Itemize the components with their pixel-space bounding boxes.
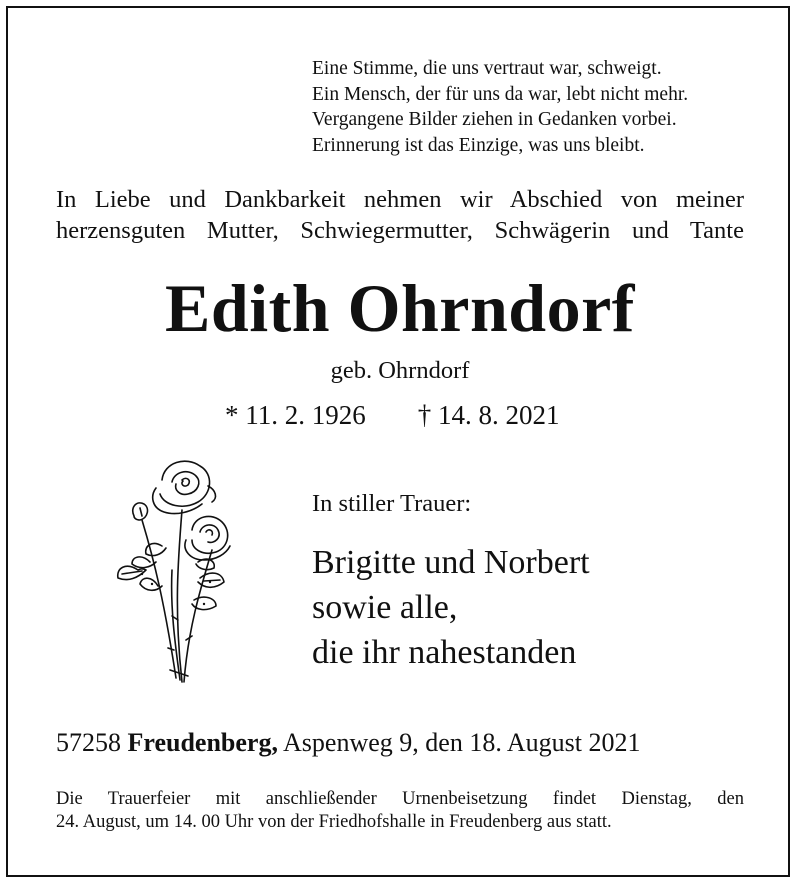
deceased-name: Edith Ohrndorf bbox=[165, 270, 635, 346]
poem-line: Ein Mensch, der für uns da war, lebt nicht mehr. bbox=[312, 83, 689, 105]
mourning-label: In stiller Trauer: bbox=[312, 490, 472, 517]
address-line bbox=[56, 728, 641, 758]
intro-line-2: herzensguten Mutter, Schwiegermutter, Schwägerin und Tante bbox=[56, 217, 744, 244]
ceremony-line-1: Die Trauerfeier mit anschließender Urnenbeisetzung findet Dienstag, den bbox=[56, 789, 744, 809]
poem bbox=[312, 56, 688, 158]
poem-line: Vergangene Bilder ziehen in Gedanken vorbei. bbox=[312, 109, 677, 130]
life-dates bbox=[225, 400, 560, 431]
city: Freudenberg, bbox=[127, 728, 278, 757]
intro-line-1: In Liebe und Dankbarkeit nehmen wir Abschied von meiner bbox=[56, 186, 744, 213]
rose-bouquet-icon bbox=[112, 450, 242, 690]
intro-text bbox=[56, 184, 744, 246]
mourner-line: die ihr nahestanden bbox=[312, 634, 577, 671]
ceremony-notice bbox=[56, 788, 744, 834]
mourner-line: sowie alle, bbox=[312, 589, 458, 626]
mourners-list bbox=[312, 540, 590, 675]
birth-date: * 11. 2. 1926 bbox=[225, 400, 366, 430]
birth-name: geb. Ohrndorf bbox=[330, 357, 470, 384]
poem-line: Eine Stimme, die uns vertraut war, schweigt. bbox=[312, 58, 662, 79]
street-and-date: Aspenweg 9, den 18. August 2021 bbox=[283, 728, 641, 757]
poem-line: Erinnerung ist das Einzige, was uns bleibt. bbox=[312, 134, 645, 156]
postcode: 57258 bbox=[56, 728, 121, 757]
death-date: † 14. 8. 2021 bbox=[417, 400, 560, 430]
ceremony-line-2: 24. August, um 14. 00 Uhr von der Friedhofshalle in Freudenberg aus statt. bbox=[56, 812, 612, 832]
mourner-line: Brigitte und Norbert bbox=[312, 544, 590, 581]
